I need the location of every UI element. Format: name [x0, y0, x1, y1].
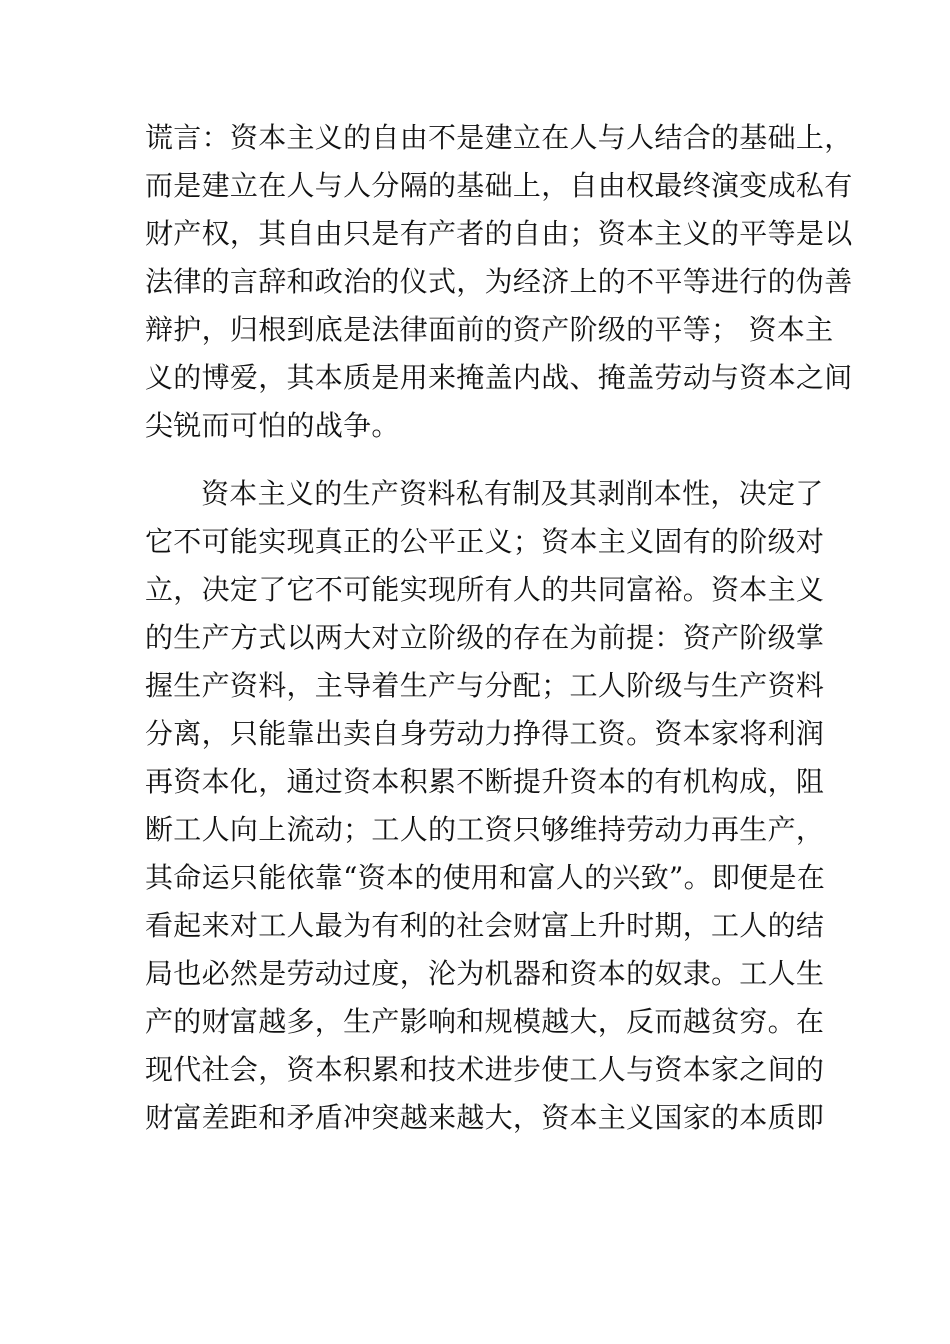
text-line: 的生产方式以两大对立阶级的存在为前提：资产阶级掌	[145, 621, 825, 654]
text-line: 立，决定了它不可能实现所有人的共同富裕。资本主义	[145, 573, 825, 606]
text-line: 分离，只能靠出卖自身劳动力挣得工资。资本家将利润	[145, 717, 825, 750]
paragraph-2	[145, 470, 825, 1142]
text-line: 财产权，其自由只是有产者的自由；资本主义的平等是以	[145, 217, 853, 250]
text-line: 局也必然是劳动过度，沦为机器和资本的奴隶。工人生	[145, 957, 825, 990]
text-line: 断工人向上流动；工人的工资只够维持劳动力再生产，	[145, 813, 825, 846]
text-line: 辩护，归根到底是法律面前的资产阶级的平等； 资本主	[145, 313, 834, 346]
text-line: 它不可能实现真正的公平正义；资本主义固有的阶级对	[145, 525, 825, 558]
text-line: 再资本化，通过资本积累不断提升资本的有机构成，阻	[145, 765, 825, 798]
text-line: 谎言：资本主义的自由不是建立在人与人结合的基础上，	[145, 121, 853, 154]
text-line: 其命运只能依靠“资本的使用和富人的兴致”。即便是在	[145, 861, 826, 894]
text-line: 义的博爱，其本质是用来掩盖内战、掩盖劳动与资本之间	[145, 361, 853, 394]
paragraph-1	[145, 114, 853, 450]
text-line: 而是建立在人与人分隔的基础上，自由权最终演变成私有	[145, 169, 853, 202]
text-line: 看起来对工人最为有利的社会财富上升时期，工人的结	[145, 909, 825, 942]
text-line: 法律的言辞和政治的仪式，为经济上的不平等进行的伪善	[145, 265, 853, 298]
text-line: 财富差距和矛盾冲突越来越大，资本主义国家的本质即	[145, 1101, 825, 1134]
text-line: 资本主义的生产资料私有制及其剥削本性，决定了	[201, 477, 824, 510]
text-line: 现代社会，资本积累和技术进步使工人与资本家之间的	[145, 1053, 825, 1086]
text-line: 握生产资料，主导着生产与分配；工人阶级与生产资料	[145, 669, 825, 702]
text-line: 尖锐而可怕的战争。	[145, 409, 400, 442]
text-line: 产的财富越多，生产影响和规模越大，反而越贫穷。在	[145, 1005, 825, 1038]
